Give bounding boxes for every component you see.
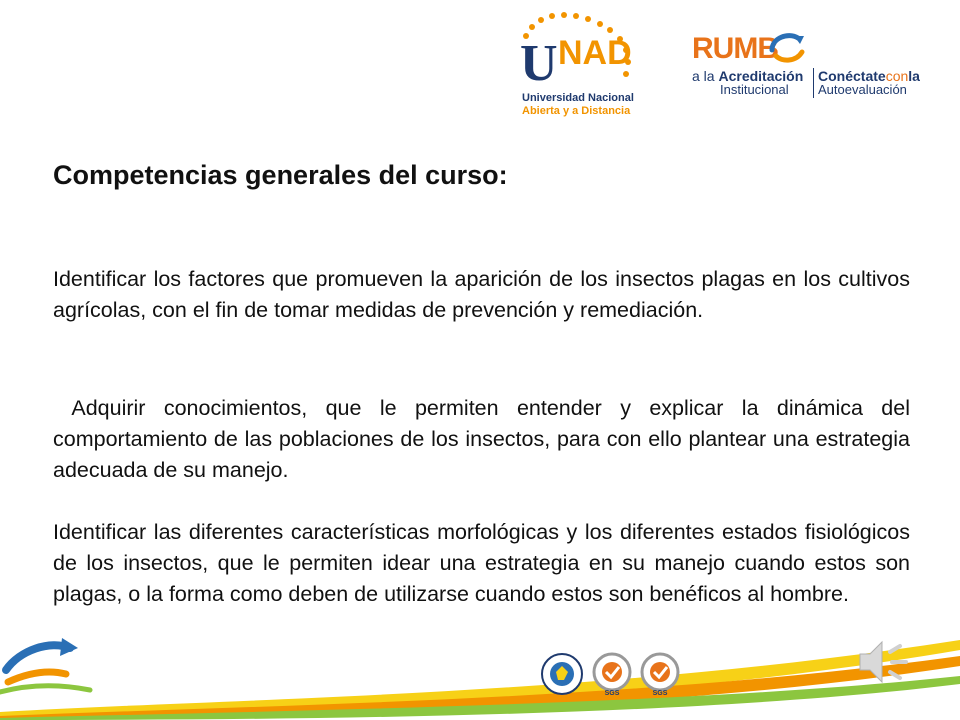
rumbo-logo	[688, 30, 933, 100]
rumbo-wordmark: RUMB	[692, 32, 778, 65]
sgs-cert-icon	[590, 652, 634, 696]
unad-name: Universidad Nacional	[522, 92, 634, 104]
unad-logo-mark	[514, 12, 644, 92]
conectate-line-1: Conéctateconla	[818, 68, 920, 84]
rumbo-swirl-icon	[768, 30, 808, 66]
page-title: Competencias generales del curso:	[53, 160, 508, 190]
certification-seal-icon	[540, 652, 584, 696]
sgs-cert-icon	[638, 652, 682, 696]
conectate-line-2: Autoevaluación	[818, 82, 907, 97]
svg-text:NAD: NAD	[558, 34, 632, 72]
competency-paragraph-1: Identificar los factores que promueven la aparición de los insectos plagas en los cultivos agrícolas, con el fin de tomar medidas de prevención y remediación.	[53, 267, 910, 322]
rumbo-divider	[813, 68, 814, 98]
bottom-swoosh-decoration	[0, 600, 960, 720]
speaker-icon[interactable]	[856, 634, 914, 690]
competency-paragraph-3: Identificar las diferentes características morfológicas y los diferentes estados fisiológicos de los insectos, que le permiten idear una estrategia en su manejo cuando estos son plagas, o la forma como deben de utilizarse cuando estos son benéficos al hombre.	[53, 520, 910, 606]
rumbo-tagline-1: a la Acreditación	[692, 68, 804, 84]
competency-paragraph-2: Adquirir conocimientos, que le permiten entender y explicar la dinámica del comportamiento de las poblaciones de los insectos, para con ello plantear una estrategia adecuada de su manejo.	[53, 396, 916, 482]
rumbo-tagline-2: Institucional	[720, 82, 789, 97]
svg-text:SGS: SGS	[604, 690, 620, 696]
svg-text:SGS: SGS	[652, 690, 668, 696]
unad-u-letter: U	[520, 35, 558, 92]
unad-subtitle: Abierta y a Distancia	[522, 105, 631, 117]
unad-logo	[514, 12, 644, 117]
